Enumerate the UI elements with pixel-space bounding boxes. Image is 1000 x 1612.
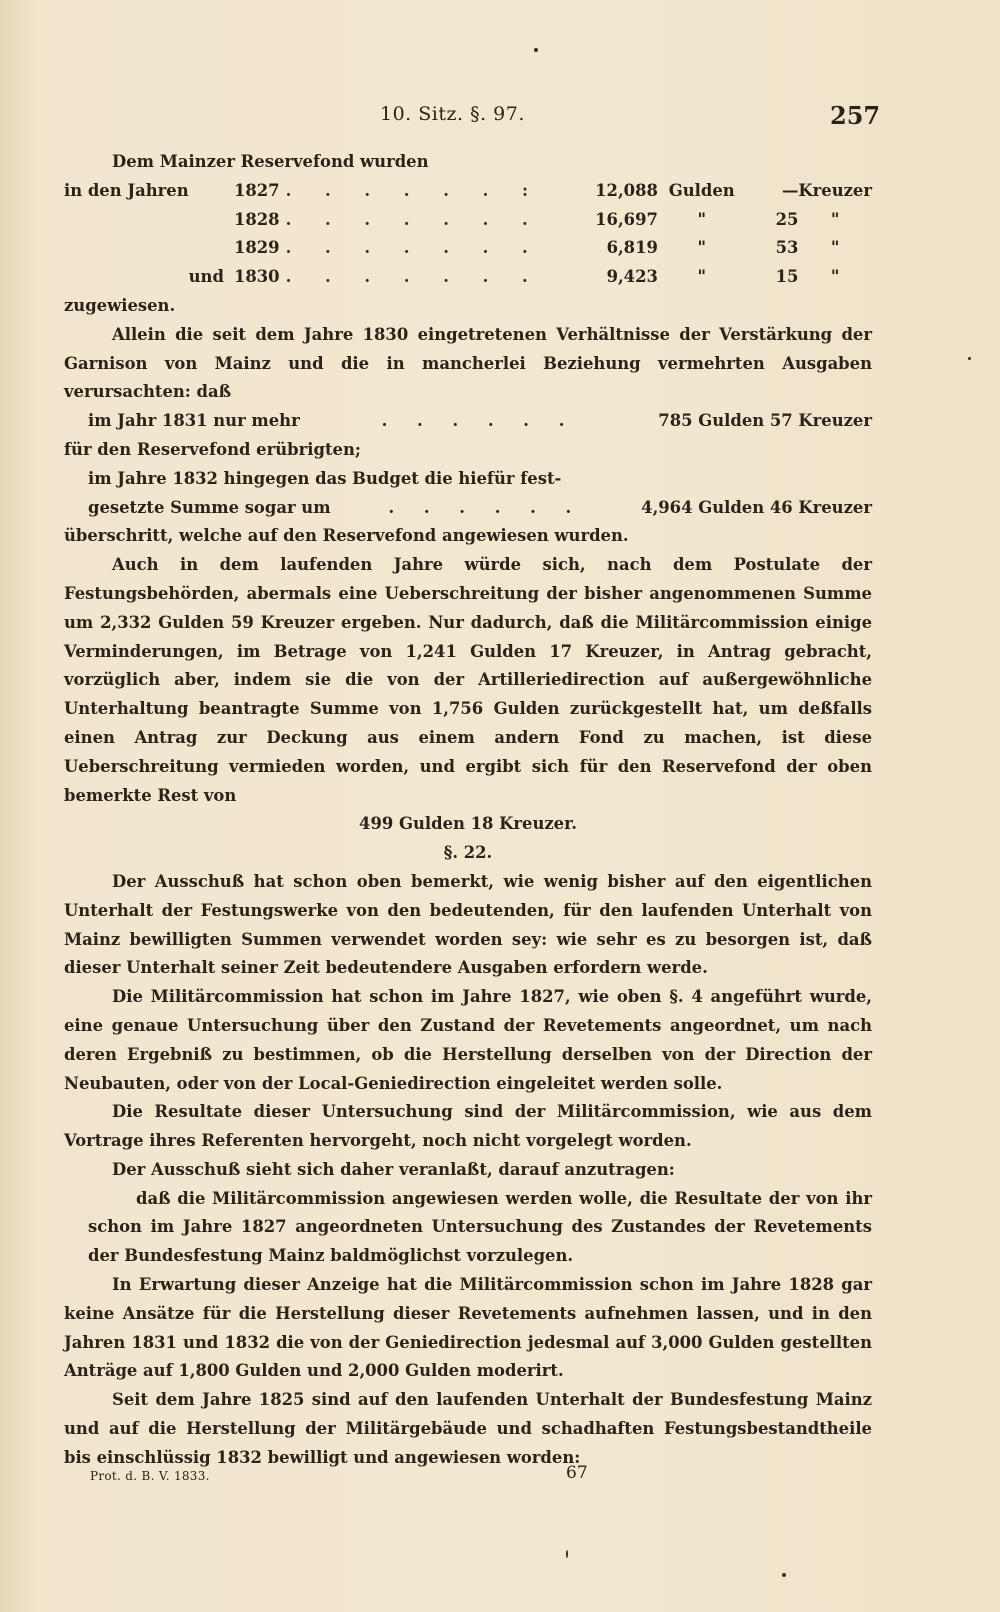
gulden-unit: ": [697, 238, 706, 258]
years-table-row: [64, 263, 872, 292]
paragraph-veranlasst: Der Ausschuß sieht sich daher veranlaßt, darauf anzutragen:: [112, 1159, 675, 1179]
kreuzer-value: 53: [775, 238, 799, 258]
year-value: 1830: [233, 267, 280, 287]
paragraph-militaercommission: Die Militärcommission hat schon im Jahre 1827, wie oben §. 4 angeführt wurde, eine genaue Untersuchung über den Zustand der Revetements angeordnet, um nach deren Ergebniß zu bestimmen, ob die Herstellung derselben von der Direction der Neubauten, oder von der Local-Geniedirection eingeleitet werden solle.: [64, 987, 872, 1093]
section-heading: §. 22.: [443, 843, 493, 863]
year-cell: [189, 263, 286, 292]
year-value: 1828: [233, 209, 280, 229]
amount-line-1831-dots: . . . . . .: [381, 411, 577, 431]
page-footer: [90, 1463, 910, 1497]
year-value: 1829: [233, 238, 280, 258]
ueberschritt-line: überschritt, welche auf den Reservefond angewiesen wurden.: [64, 526, 629, 546]
years-table: [64, 177, 872, 292]
year-lead-label: [64, 234, 189, 263]
footer-signature: 67: [566, 1463, 588, 1483]
paragraph-auch: Auch in dem laufenden Jahre würde sich, nach dem Postulate der Festungsbehörden, abermals eine Ueberschreitung der bisher angenommenen Summe um 2,332 Gulden 59 Kreuzer ergeben. Nur dadurch, daß die Militärcommission einige Verminderungen, im Betrage von 1,241 Gulden 17 Kreuzer, in Antrag gebracht, vorzüglich aber, indem sie die von der Artilleriedirection auf außergewöhnliche Unterhaltung beantragte Summe von 1,756 Gulden zurückgestellt hat, um deßfalls einen Antrag zur Deckung aus einem andern Fond zu machen, ist diese Ueberschreitung vermieden worden, und ergibt sich für den Reservefond der oben bemerkte Rest von: [64, 555, 872, 805]
rest-amount: 499 Gulden 18 Kreuzer.: [359, 814, 577, 834]
years-closing: zugewiesen.: [64, 295, 176, 315]
kreuzer-unit: ": [830, 267, 840, 287]
page-number: 257: [830, 101, 881, 130]
gulden-unit: ": [697, 267, 706, 287]
ink-speck: [968, 357, 971, 360]
paragraph-antrag: daß die Militärcommission angewiesen werden wolle, die Resultate der von ihr schon im Jahre 1827 angeordneten Untersuchung des Zustandes der Revetements der Bundesfestung Mainz baldmöglichst vorzulegen.: [88, 1188, 872, 1266]
amount-line-1832-dots: . . . . . .: [388, 497, 584, 517]
amount-line-1831-label: im Jahr 1831 nur mehr: [88, 411, 300, 431]
intro-line: Dem Mainzer Reservefond wurden: [112, 152, 429, 171]
amount-line-1832: [64, 494, 872, 523]
running-head: 10. Sitz. §. 97.: [380, 103, 525, 125]
year-cell: [189, 234, 286, 263]
kreuzer-value: 25: [775, 209, 799, 229]
paragraph-allein: Allein die seit dem Jahre 1830 eingetretenen Verhältnisse der Verstärkung der Garnison von Mainz und die in mancherlei Beziehung vermehrten Ausgaben verursachten: daß: [64, 324, 872, 402]
paragraph-erwartung: In Erwartung dieser Anzeige hat die Militärcommission schon im Jahre 1828 gar keine Ansätze für die Herstellung dieser Revetements aufnehmen lassen, und in den Jahren 1831 und 1832 die von der Geniedirection jedesmal auf 3,000 Gulden gestellten Anträge auf 1,800 Gulden und 2,000 Gulden moderirt.: [64, 1275, 872, 1381]
amount-line-1831: [64, 407, 872, 436]
kreuzer-value: 15: [775, 267, 799, 287]
budget-line: im Jahre 1832 hingegen das Budget die hiefür fest-: [88, 468, 562, 488]
leader-dots: . . . . . . .: [285, 267, 542, 287]
kreuzer-unit: ": [830, 238, 840, 258]
page-header: [0, 103, 1000, 139]
gulden-value: 16,697: [595, 209, 658, 229]
gulden-value: 6,819: [606, 238, 658, 258]
amount-line-1832-label: gesetzte Summe sogar um: [88, 497, 331, 517]
footer-reference: Prot. d. B. V. 1833.: [90, 1469, 210, 1483]
paragraph-resultate: Die Resultate dieser Untersuchung sind der Militärcommission, wie aus dem Vortrage ihres Referenten hervorgeht, noch nicht vorgelegt worden.: [64, 1102, 872, 1151]
leader-dots: . . . . . . .: [285, 209, 542, 229]
body-text: [64, 148, 872, 1473]
ink-speck: [534, 48, 538, 52]
years-table-row: [64, 177, 872, 206]
ink-speck: [782, 1573, 786, 1577]
year-lead-label: [64, 263, 189, 292]
gulden-value: 9,423: [606, 267, 658, 287]
year-value: 1827: [233, 180, 280, 200]
year-lead-label: in den Jahren: [64, 180, 189, 200]
kreuzer-value: —: [782, 180, 799, 200]
ink-speck: [566, 1550, 568, 1558]
amount-line-1832-value: 4,964 Gulden 46 Kreuzer: [641, 497, 872, 517]
year-cell: [189, 206, 286, 235]
gulden-value: 12,088: [595, 180, 658, 200]
kreuzer-unit: Kreuzer: [798, 180, 872, 200]
reservefond-line: für den Reservefond erübrigten;: [64, 439, 361, 459]
gulden-unit: ": [697, 209, 706, 229]
year-lead-label: [64, 206, 189, 235]
gulden-unit: Gulden: [668, 180, 735, 200]
paragraph-seit: Seit dem Jahre 1825 sind auf den laufenden Unterhalt der Bundesfestung Mainz und auf die Herstellung der Militärgebäude und schadhaften Festungsbestandtheile bis einschlüssig 1832 bewilligt und angewiesen worden:: [64, 1390, 872, 1467]
year-prefix: und: [188, 267, 224, 287]
leader-dots: . . . . . . .: [285, 238, 542, 258]
amount-line-1831-value: 785 Gulden 57 Kreuzer: [658, 411, 872, 431]
year-cell: [189, 177, 286, 206]
leader-dots: . . . . . . :: [285, 180, 543, 200]
kreuzer-unit: ": [830, 209, 840, 229]
years-table-row: [64, 234, 872, 263]
years-table-row: [64, 206, 872, 235]
paragraph-ausschuss: Der Ausschuß hat schon oben bemerkt, wie wenig bisher auf den eigentlichen Unterhalt der Festungswerke von den bedeutenden, für den laufenden Unterhalt von Mainz bewilligten Summen verwendet worden sey: wie sehr es zu besorgen ist, daß dieser Unterhalt seiner Zeit bedeutendere Ausgaben erfordern werde.: [64, 871, 872, 978]
